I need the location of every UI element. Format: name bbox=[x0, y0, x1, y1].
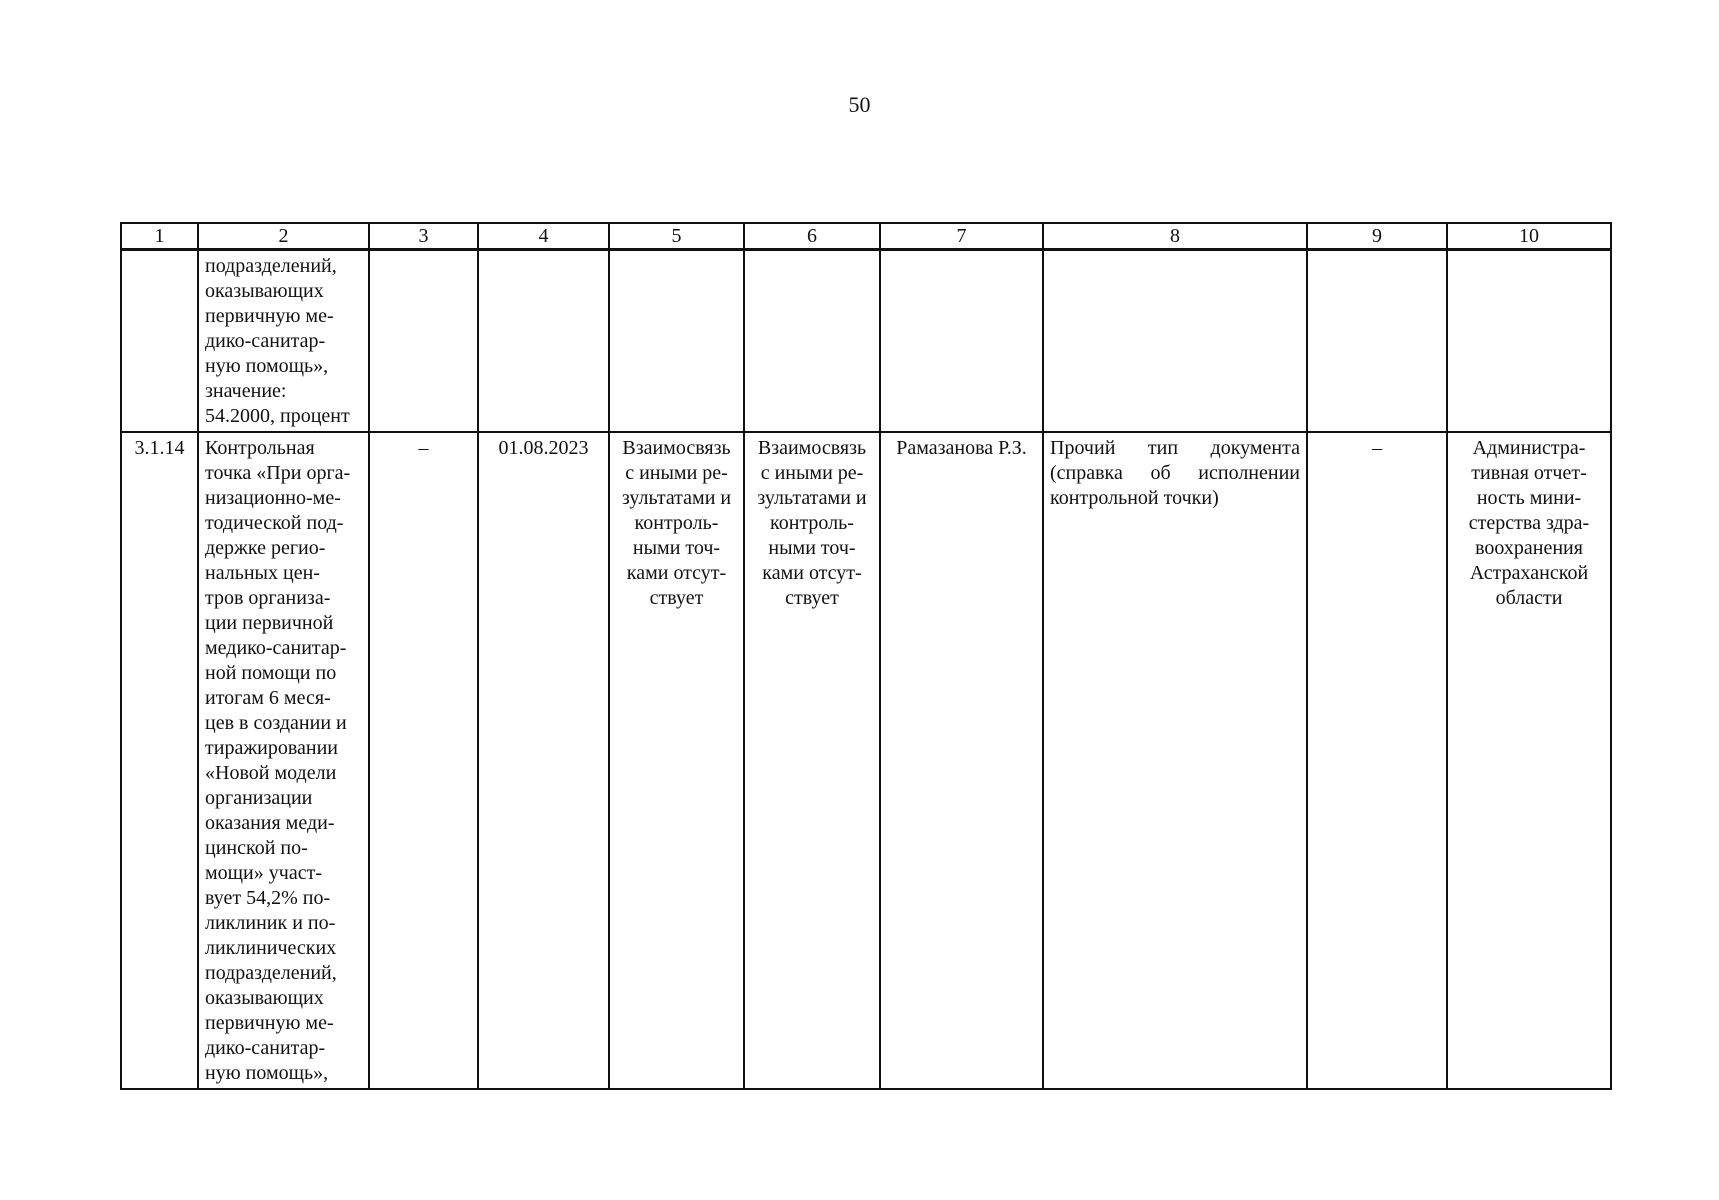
column-header: 3 bbox=[369, 223, 478, 250]
table-cell: – bbox=[1307, 432, 1447, 1089]
checkpoint-description-cell: Контрольная точка «При орга- низационно-ме- тодической под- держке регио- нальных цен- тров организа- ции первичной медико-санитар- ной помощи по итогам 6 меся- цев в создании и тиражировании «Новой модели организации оказания меди- цинской по- мощи» участ- вует 54,2% по- ликлиник и по- ликлинических подразделений, оказывающих первичную ме- дико-санитар- ную помощь», bbox=[198, 432, 369, 1089]
table-cell: Взаимосвязь с иными ре- зультатами и контроль- ными точ- ками отсут- ствует bbox=[609, 432, 744, 1089]
column-header: 8 bbox=[1043, 223, 1307, 250]
table-cell: – bbox=[369, 432, 478, 1089]
document-type-cell: Прочий тип документа (справка об исполнении контрольной точки) bbox=[1043, 432, 1307, 1089]
row-number-cell: 3.1.14 bbox=[121, 432, 198, 1089]
column-header: 1 bbox=[121, 223, 198, 250]
column-header: 2 bbox=[198, 223, 369, 250]
table-cell bbox=[744, 250, 880, 433]
table-header-row bbox=[121, 223, 1611, 250]
table-cell: подразделений, оказывающих первичную ме- дико-санитар- ную помощь», значение: 54.2000, процент bbox=[198, 250, 369, 433]
table-cell bbox=[369, 250, 478, 433]
table-cell: Взаимосвязь с иными ре- зультатами и контроль- ными точ- ками отсут- ствует bbox=[744, 432, 880, 1089]
column-header: 9 bbox=[1307, 223, 1447, 250]
page-number: 50 bbox=[848, 92, 871, 117]
table-cell bbox=[1307, 250, 1447, 433]
date-cell: 01.08.2023 bbox=[478, 432, 609, 1089]
table-cell: Администра- тивная отчет- ность мини- стерства здра- воохранения Астраханской области bbox=[1447, 432, 1611, 1089]
table-cell bbox=[121, 250, 198, 433]
column-header: 6 bbox=[744, 223, 880, 250]
table-row bbox=[121, 432, 1611, 1089]
column-header: 7 bbox=[880, 223, 1043, 250]
table-cell bbox=[609, 250, 744, 433]
table-cell bbox=[1043, 250, 1307, 433]
column-header: 10 bbox=[1447, 223, 1611, 250]
table-cell bbox=[478, 250, 609, 433]
responsible-person-cell: Рамазанова Р.З. bbox=[880, 432, 1043, 1089]
column-header: 5 bbox=[609, 223, 744, 250]
table-cell bbox=[880, 250, 1043, 433]
column-header: 4 bbox=[478, 223, 609, 250]
table-cell bbox=[1447, 250, 1611, 433]
table-row bbox=[121, 250, 1611, 433]
data-table bbox=[120, 222, 1612, 1090]
